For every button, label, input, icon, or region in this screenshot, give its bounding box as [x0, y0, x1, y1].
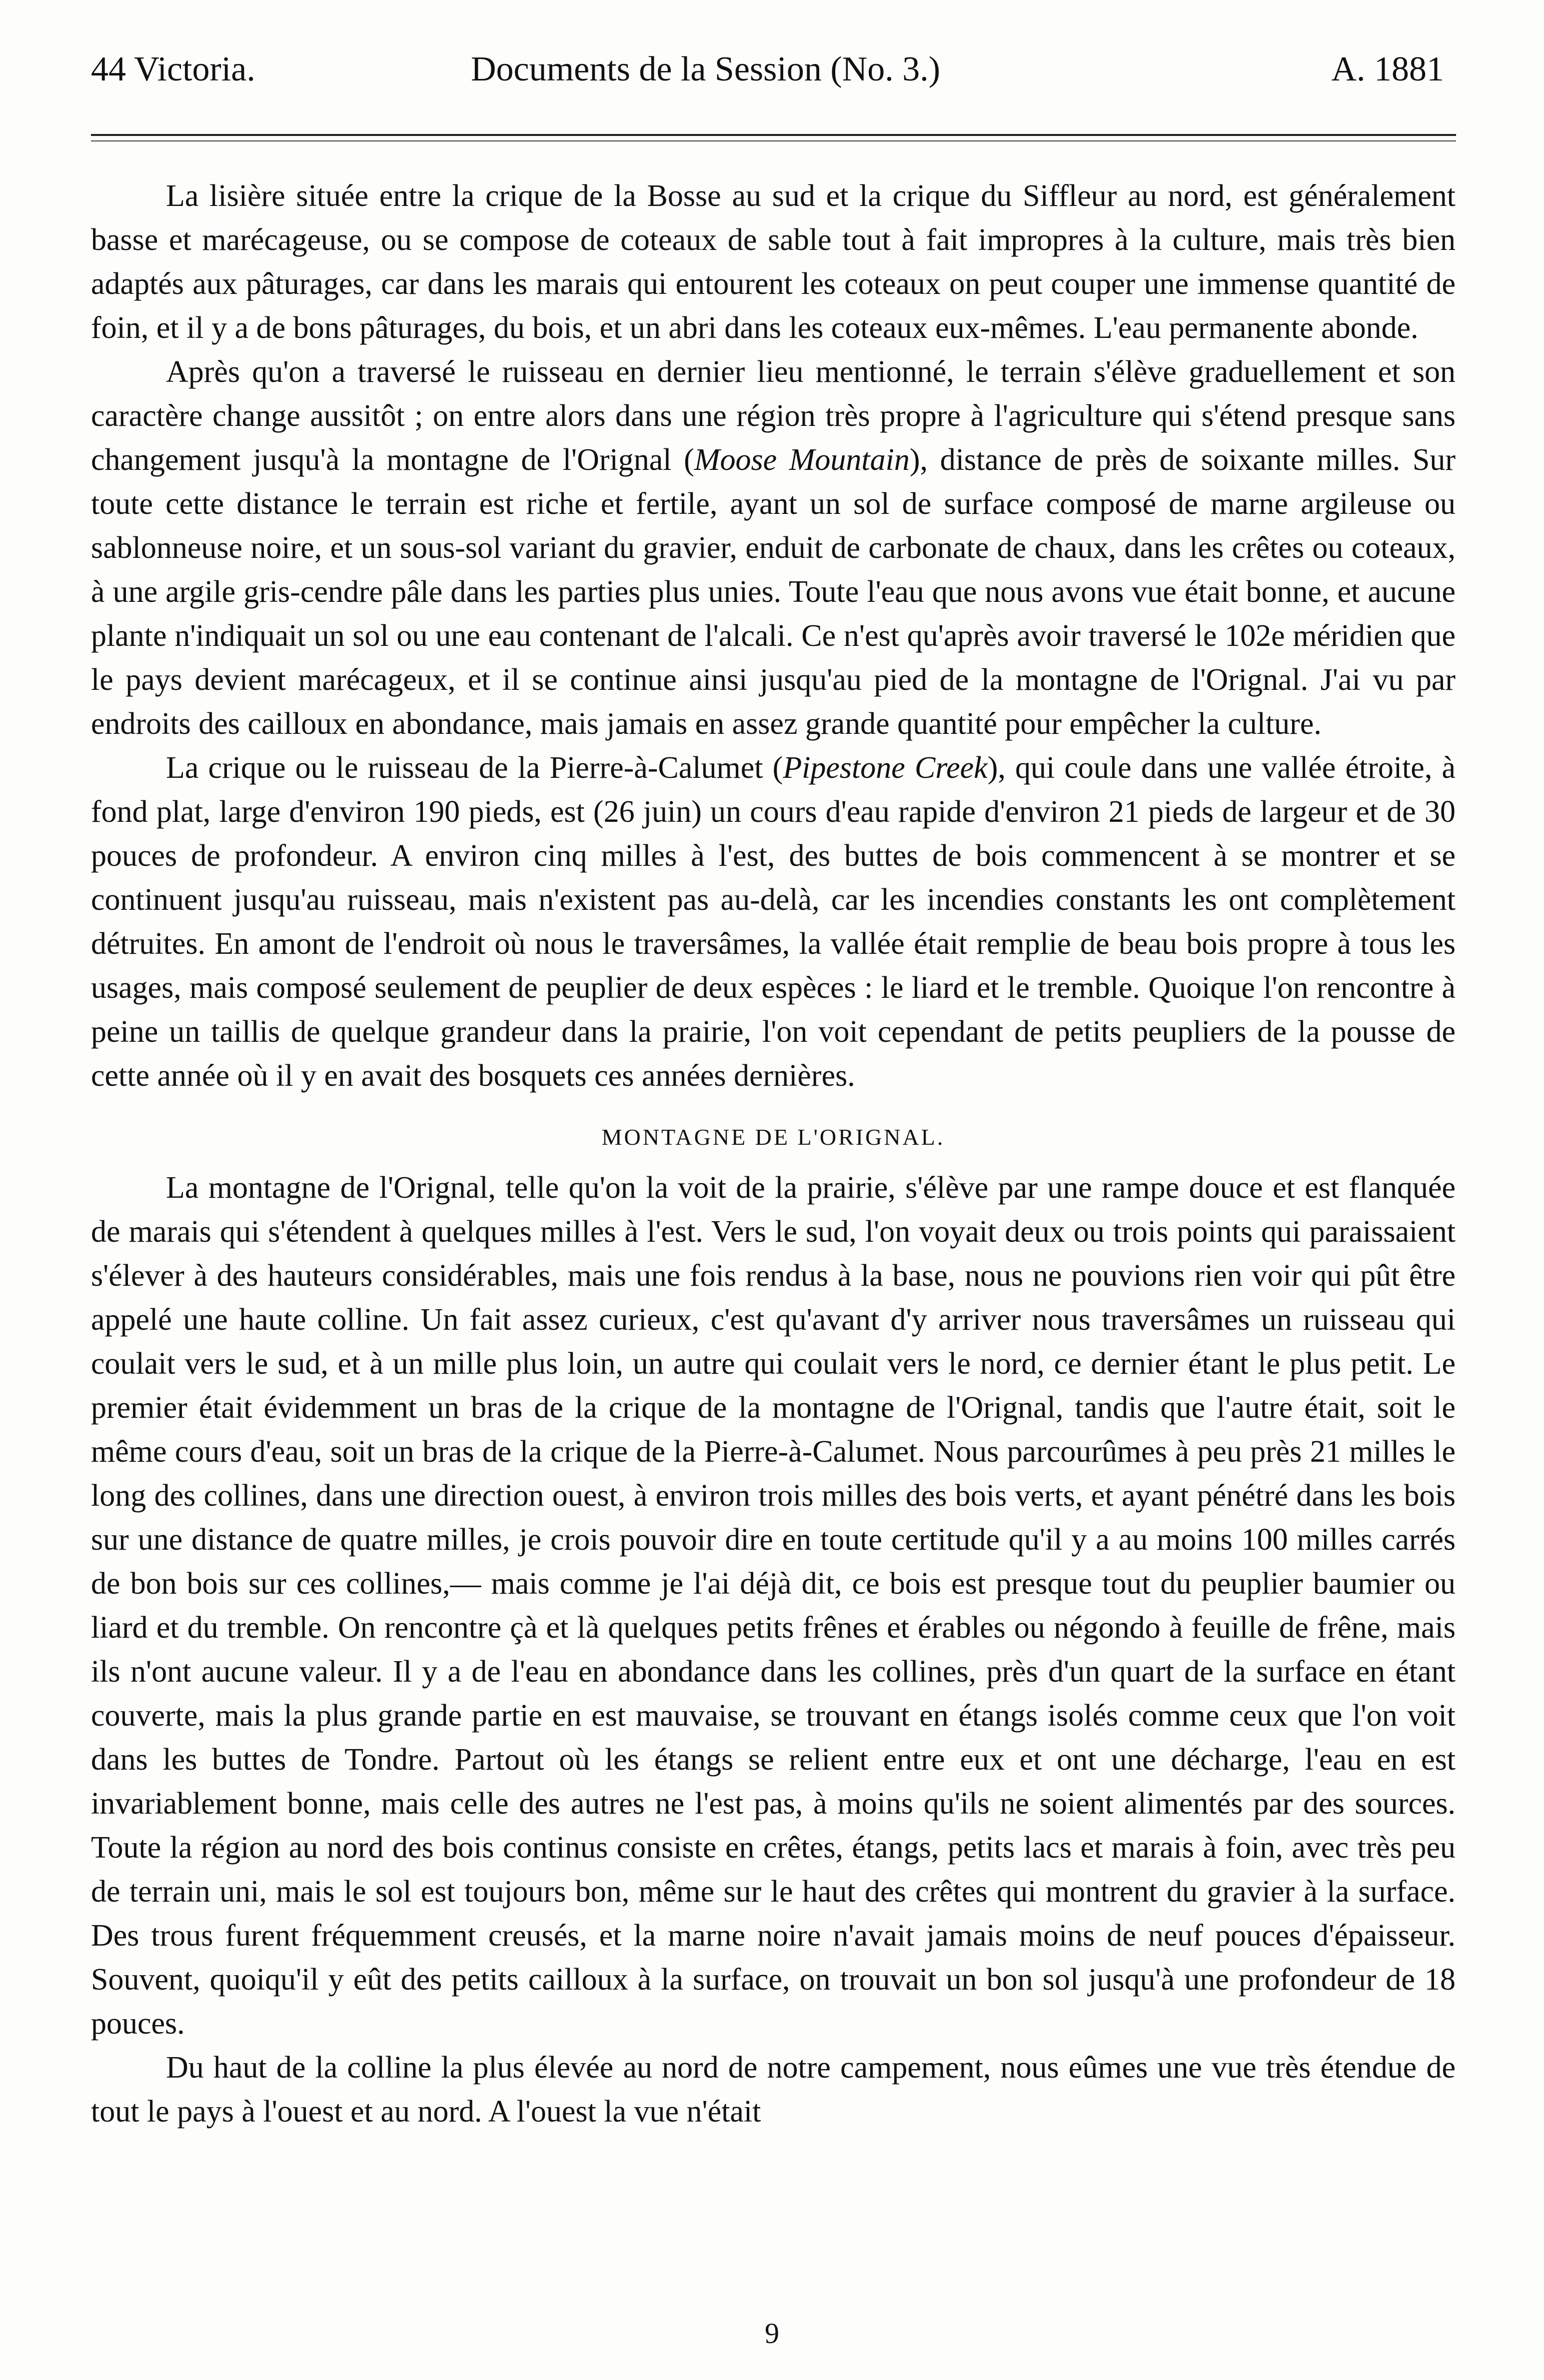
section-paragraph-2: Du haut de la colline la plus élevée au nord de notre campement, nous eûmes une vue très étendue de tout le pays à l'ouest et au nord. A l'ouest la vue n'était: [91, 2051, 1456, 2129]
header-rule-thin: [91, 140, 1456, 141]
paragraph-2-text-b: ), distance de près de soixante milles. Sur toute cette distance le terrain est riche et fertile, ayant un sol de surface composé de marne argileuse ou sablonneuse noire, et un sous-sol variant du gravier, enduit de carbonate de chaux, dans les crêtes ou coteaux, à une argile gris-cendre pâle dans les parties plus unies. Toute l'eau que nous avons vue était bonne, et aucune plante n'indiquait un sol ou une eau contenant de l'alcali. Ce n'est qu'après avoir traversé le 102e méridien que le pays devient marécageux, et il se continue ainsi jusqu'au pied de la montagne de l'Orignal. J'ai vu par endroits des cailloux en abondance, mais jamais en assez grande quantité pour empêcher la culture.: [91, 443, 1456, 741]
paragraph-2-italic: Moose Mountain: [694, 443, 910, 477]
section-paragraph-1: La montagne de l'Orignal, telle qu'on la voit de la prairie, s'élève par une rampe douce et est flanquée de marais qui s'étendent à quelques milles à l'est. Vers le sud, l'on voyait deux ou trois points qui paraissaient s'élever à des hauteurs considérables, mais une fois rendus à la base, nous ne pouvions rien voir qui pût être appelé une haute colline. Un fait assez curieux, c'est qu'avant d'y arriver nous traversâmes un ruisseau qui coulait vers le sud, et à un mille plus loin, un autre qui coulait vers le nord, ce dernier étant le plus petit. Le premier était évidemment un bras de la crique de la montagne de l'Orignal, tandis que l'autre était, soit le même cours d'eau, soit un bras de la crique de la Pierre-à-Calumet. Nous parcourûmes à peu près 21 milles le long des collines, dans une direction ouest, à environ trois milles des bois verts, et ayant pénétré dans les bois sur une distance de quatre milles, je crois pouvoir dire en toute certitude qu'il y a au moins 100 milles carrés de bon bois sur ces collines,— mais comme je l'ai déjà dit, ce bois est presque tout du peuplier baumier ou liard et du tremble. On rencontre çà et là quelques petits frênes et érables ou négondo à feuille de frêne, mais ils n'ont aucune valeur. Il y a de l'eau en abondance dans les collines, près d'un quart de la surface en étant couverte, mais la plus grande partie en est mauvaise, se trouvant en étangs isolés comme ceux que l'on voit dans les buttes de Tondre. Partout où les étangs se relient entre eux et ont une décharge, l'eau en est invariablement bonne, mais celle des autres ne l'est pas, à moins qu'ils ne soient alimentés par des sources. Toute la région au nord des bois continus consiste en crêtes, étangs, petits lacs et marais à foin, avec très peu de terrain uni, mais le sol est toujours bon, même sur le haut des crêtes qui montrent du gravier à la surface. Des trous furent fréquemment creusés, et la marne noire n'avait jamais moins de neuf pouces d'épaisseur. Souvent, quoiqu'il y eût des petits cailloux à la surface, on trouvait un bon sol jusqu'à une profondeur de 18 pouces.: [91, 1171, 1456, 2041]
running-head: [91, 42, 1444, 97]
paragraph-3-text-b: ), qui coule dans une vallée étroite, à fond plat, large d'environ 190 pieds, est (26 juin) un cours d'eau rapide d'environ 21 pieds de largeur et de 30 pouces de profondeur. A environ cinq milles à l'est, des buttes de bois commencent à se montrer et se continuent jusqu'au ruisseau, mais n'existent pas au-delà, car les incendies constants les ont complètement détruites. En amont de l'endroit où nous le traversâmes, la vallée était remplie de beau bois propre à tous les usages, mais composé seulement de peuplier de deux espèces : le liard et le tremble. Quoique l'on rencontre à peine un taillis de quelque grandeur dans la prairie, l'on voit cependant de petits peupliers de la pousse de cette année où il y en avait des bosquets ces années dernières.: [91, 751, 1456, 1093]
page-number: 9: [765, 2317, 779, 2350]
header-rule: [91, 134, 1456, 136]
section-heading: MONTAGNE DE L'ORIGNAL.: [601, 1124, 945, 1150]
header-year: A. 1881: [1331, 50, 1444, 88]
paragraph-1: La lisière située entre la crique de la Bosse au sud et la crique du Siffleur au nord, est généralement basse et marécageuse, ou se compose de coteaux de sable tout à fait impropres à la culture, mais très bien adaptés aux pâturages, car dans les marais qui entourent les coteaux on peut couper une immense quantité de foin, et il y a de bons pâturages, du bois, et un abri dans les coteaux eux-mêmes. L'eau permanente abonde.: [91, 179, 1456, 345]
paragraph-2-text-a: Après qu'on a traversé le ruisseau en dernier lieu mentionné, le terrain s'élève graduellement et son caractère change aussitôt ; on entre alors dans une région très propre à l'agriculture qui s'étend presque sans changement jusqu'à la montagne de l'Orignal (: [91, 355, 1456, 477]
paragraph-3-text-a: La crique ou le ruisseau de la Pierre-à-Calumet (: [166, 751, 783, 785]
header-volume: 44 Victoria.: [91, 50, 255, 88]
paragraph-3: [91, 746, 1456, 1098]
paragraph-2: [91, 350, 1456, 746]
body-text: [91, 174, 1456, 2134]
header-title: Documents de la Session (No. 3.): [471, 50, 941, 88]
paragraph-3-italic: Pipestone Creek: [783, 751, 988, 785]
